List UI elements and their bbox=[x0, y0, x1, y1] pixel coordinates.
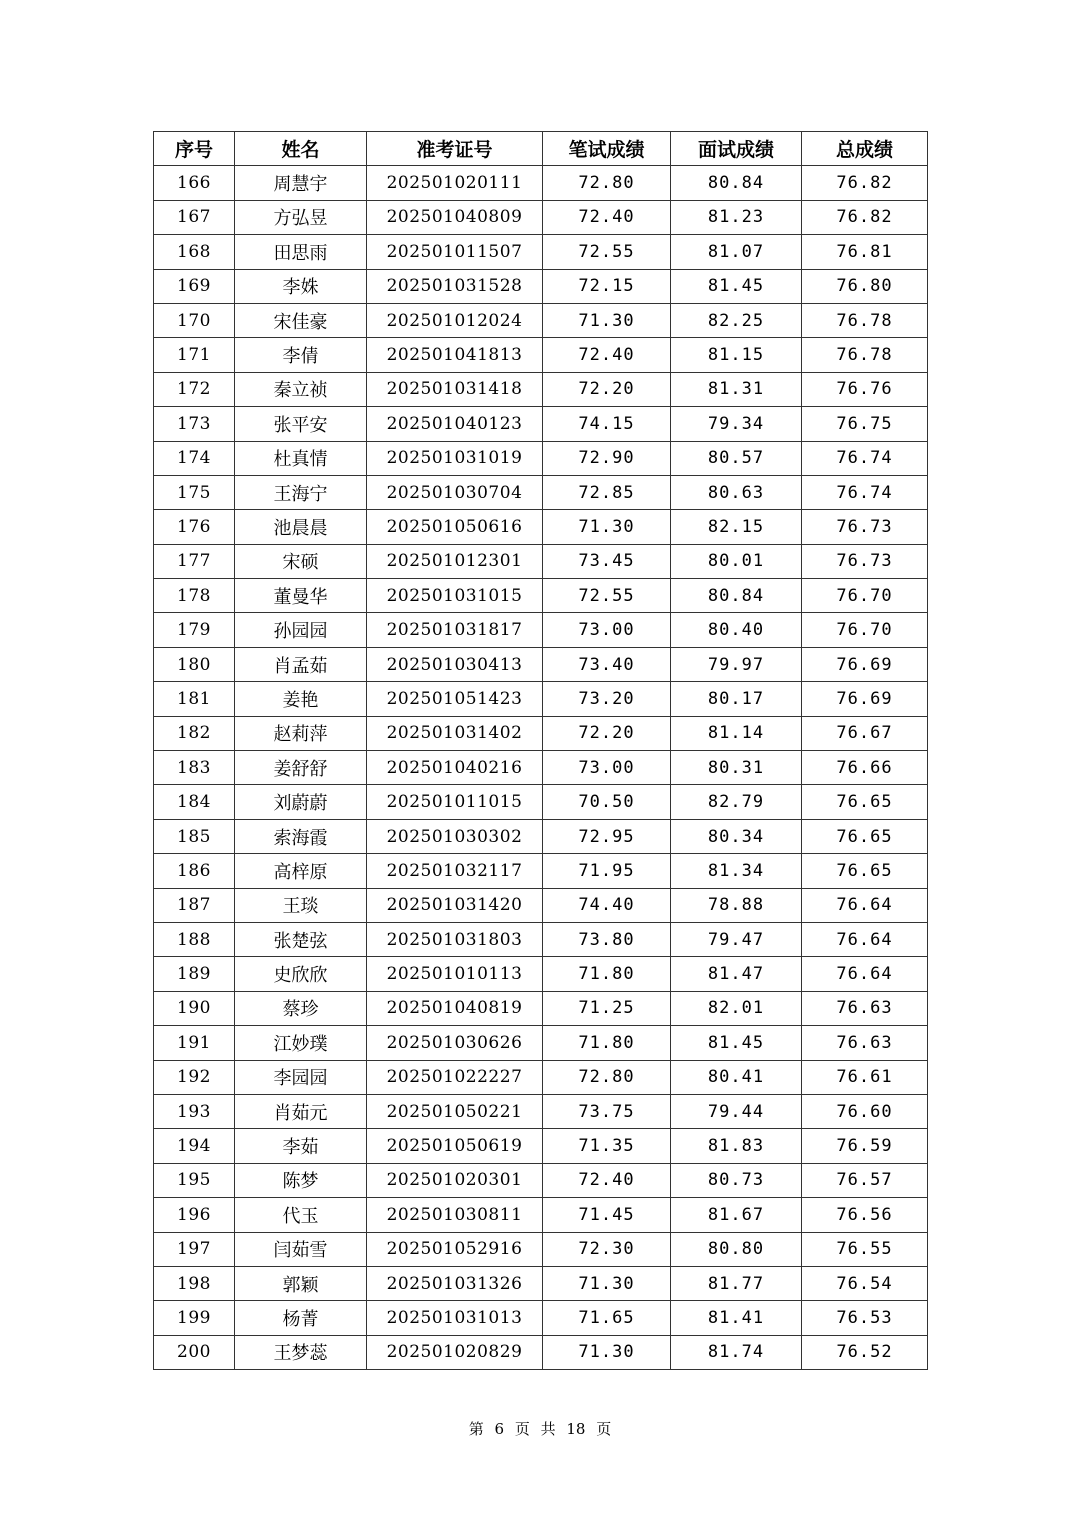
cell-name: 王琰 bbox=[235, 888, 367, 922]
table-row bbox=[154, 922, 928, 956]
cell-name: 方弘昱 bbox=[235, 200, 367, 234]
cell-serial: 185 bbox=[154, 819, 235, 853]
table-row bbox=[154, 1094, 928, 1128]
cell-total-score: 76.69 bbox=[802, 682, 928, 716]
cell-written-score: 72.80 bbox=[543, 166, 671, 200]
cell-serial: 197 bbox=[154, 1232, 235, 1266]
cell-written-score: 71.25 bbox=[543, 991, 671, 1025]
cell-name: 李园园 bbox=[235, 1060, 367, 1094]
cell-total-score: 76.78 bbox=[802, 303, 928, 337]
cell-interview-score: 80.40 bbox=[671, 613, 802, 647]
cell-total-score: 76.70 bbox=[802, 613, 928, 647]
cell-serial: 169 bbox=[154, 269, 235, 303]
cell-total-score: 76.65 bbox=[802, 819, 928, 853]
cell-interview-score: 80.80 bbox=[671, 1232, 802, 1266]
table-body bbox=[154, 166, 928, 1370]
cell-name: 李倩 bbox=[235, 338, 367, 372]
cell-written-score: 72.80 bbox=[543, 1060, 671, 1094]
cell-written-score: 72.85 bbox=[543, 475, 671, 509]
cell-name: 闫茹雪 bbox=[235, 1232, 367, 1266]
cell-written-score: 71.30 bbox=[543, 510, 671, 544]
cell-total-score: 76.69 bbox=[802, 647, 928, 681]
cell-name: 代玉 bbox=[235, 1198, 367, 1232]
cell-ticket-number: 202501041813 bbox=[367, 338, 543, 372]
cell-written-score: 71.65 bbox=[543, 1301, 671, 1335]
cell-name: 王梦蕊 bbox=[235, 1335, 367, 1369]
cell-total-score: 76.63 bbox=[802, 991, 928, 1025]
table-row bbox=[154, 647, 928, 681]
cell-total-score: 76.78 bbox=[802, 338, 928, 372]
cell-serial: 170 bbox=[154, 303, 235, 337]
cell-ticket-number: 202501011015 bbox=[367, 785, 543, 819]
cell-interview-score: 80.34 bbox=[671, 819, 802, 853]
header-total-score: 总成绩 bbox=[802, 132, 928, 166]
cell-serial: 199 bbox=[154, 1301, 235, 1335]
table-row bbox=[154, 1301, 928, 1335]
table-row bbox=[154, 819, 928, 853]
table-row bbox=[154, 475, 928, 509]
cell-total-score: 76.54 bbox=[802, 1266, 928, 1300]
cell-ticket-number: 202501030626 bbox=[367, 1026, 543, 1060]
cell-interview-score: 80.31 bbox=[671, 751, 802, 785]
table-row bbox=[154, 510, 928, 544]
table-row bbox=[154, 751, 928, 785]
table-row bbox=[154, 579, 928, 613]
cell-serial: 179 bbox=[154, 613, 235, 647]
cell-name: 高梓原 bbox=[235, 854, 367, 888]
cell-serial: 193 bbox=[154, 1094, 235, 1128]
cell-name: 杜真情 bbox=[235, 441, 367, 475]
cell-written-score: 72.40 bbox=[543, 1163, 671, 1197]
cell-ticket-number: 202501030704 bbox=[367, 475, 543, 509]
cell-interview-score: 80.73 bbox=[671, 1163, 802, 1197]
cell-ticket-number: 202501020111 bbox=[367, 166, 543, 200]
cell-interview-score: 80.57 bbox=[671, 441, 802, 475]
cell-interview-score: 81.74 bbox=[671, 1335, 802, 1369]
cell-written-score: 73.80 bbox=[543, 922, 671, 956]
cell-total-score: 76.82 bbox=[802, 200, 928, 234]
cell-interview-score: 81.47 bbox=[671, 957, 802, 991]
table-row bbox=[154, 613, 928, 647]
cell-name: 池晨晨 bbox=[235, 510, 367, 544]
cell-serial: 187 bbox=[154, 888, 235, 922]
cell-interview-score: 79.44 bbox=[671, 1094, 802, 1128]
cell-ticket-number: 202501031326 bbox=[367, 1266, 543, 1300]
table-row bbox=[154, 682, 928, 716]
cell-ticket-number: 202501031418 bbox=[367, 372, 543, 406]
table-row bbox=[154, 785, 928, 819]
cell-interview-score: 81.15 bbox=[671, 338, 802, 372]
cell-serial: 196 bbox=[154, 1198, 235, 1232]
cell-total-score: 76.74 bbox=[802, 475, 928, 509]
cell-written-score: 72.55 bbox=[543, 235, 671, 269]
cell-total-score: 76.56 bbox=[802, 1198, 928, 1232]
table-row bbox=[154, 1163, 928, 1197]
cell-total-score: 76.63 bbox=[802, 1026, 928, 1060]
header-name: 姓名 bbox=[235, 132, 367, 166]
cell-interview-score: 81.45 bbox=[671, 269, 802, 303]
table-row bbox=[154, 957, 928, 991]
cell-total-score: 76.57 bbox=[802, 1163, 928, 1197]
cell-serial: 183 bbox=[154, 751, 235, 785]
cell-written-score: 71.30 bbox=[543, 1335, 671, 1369]
cell-written-score: 71.80 bbox=[543, 957, 671, 991]
table-row bbox=[154, 200, 928, 234]
cell-ticket-number: 202501031420 bbox=[367, 888, 543, 922]
table-row bbox=[154, 441, 928, 475]
table-row bbox=[154, 1232, 928, 1266]
cell-interview-score: 80.17 bbox=[671, 682, 802, 716]
header-interview-score: 面试成绩 bbox=[671, 132, 802, 166]
cell-name: 张平安 bbox=[235, 407, 367, 441]
cell-total-score: 76.66 bbox=[802, 751, 928, 785]
cell-name: 秦立祯 bbox=[235, 372, 367, 406]
cell-written-score: 73.40 bbox=[543, 647, 671, 681]
cell-name: 李姝 bbox=[235, 269, 367, 303]
cell-ticket-number: 202501031013 bbox=[367, 1301, 543, 1335]
cell-ticket-number: 202501031402 bbox=[367, 716, 543, 750]
cell-ticket-number: 202501052916 bbox=[367, 1232, 543, 1266]
cell-interview-score: 80.01 bbox=[671, 544, 802, 578]
cell-written-score: 72.90 bbox=[543, 441, 671, 475]
cell-serial: 181 bbox=[154, 682, 235, 716]
cell-total-score: 76.73 bbox=[802, 544, 928, 578]
cell-ticket-number: 202501031817 bbox=[367, 613, 543, 647]
cell-name: 姜舒舒 bbox=[235, 751, 367, 785]
cell-ticket-number: 202501011507 bbox=[367, 235, 543, 269]
cell-name: 张楚弦 bbox=[235, 922, 367, 956]
header-row bbox=[154, 132, 928, 166]
table-row bbox=[154, 854, 928, 888]
cell-ticket-number: 202501040216 bbox=[367, 751, 543, 785]
cell-serial: 171 bbox=[154, 338, 235, 372]
cell-serial: 195 bbox=[154, 1163, 235, 1197]
cell-name: 董曼华 bbox=[235, 579, 367, 613]
cell-ticket-number: 202501040809 bbox=[367, 200, 543, 234]
cell-interview-score: 82.25 bbox=[671, 303, 802, 337]
cell-written-score: 71.80 bbox=[543, 1026, 671, 1060]
cell-interview-score: 81.45 bbox=[671, 1026, 802, 1060]
table-row bbox=[154, 1198, 928, 1232]
cell-serial: 192 bbox=[154, 1060, 235, 1094]
table-row bbox=[154, 338, 928, 372]
table-row bbox=[154, 1335, 928, 1369]
table-row bbox=[154, 888, 928, 922]
cell-interview-score: 81.41 bbox=[671, 1301, 802, 1335]
cell-total-score: 76.76 bbox=[802, 372, 928, 406]
page-footer: 第 6 页 共 18 页 bbox=[468, 1420, 612, 1438]
cell-name: 周慧宇 bbox=[235, 166, 367, 200]
cell-total-score: 76.61 bbox=[802, 1060, 928, 1094]
cell-written-score: 72.20 bbox=[543, 372, 671, 406]
cell-serial: 194 bbox=[154, 1129, 235, 1163]
cell-written-score: 72.55 bbox=[543, 579, 671, 613]
cell-name: 田思雨 bbox=[235, 235, 367, 269]
cell-total-score: 76.67 bbox=[802, 716, 928, 750]
cell-total-score: 76.74 bbox=[802, 441, 928, 475]
cell-written-score: 73.20 bbox=[543, 682, 671, 716]
cell-ticket-number: 202501012301 bbox=[367, 544, 543, 578]
cell-serial: 184 bbox=[154, 785, 235, 819]
cell-ticket-number: 202501030302 bbox=[367, 819, 543, 853]
cell-serial: 200 bbox=[154, 1335, 235, 1369]
table-row bbox=[154, 303, 928, 337]
cell-interview-score: 79.34 bbox=[671, 407, 802, 441]
cell-name: 赵莉萍 bbox=[235, 716, 367, 750]
cell-ticket-number: 202501050616 bbox=[367, 510, 543, 544]
cell-written-score: 73.75 bbox=[543, 1094, 671, 1128]
cell-name: 史欣欣 bbox=[235, 957, 367, 991]
cell-total-score: 76.64 bbox=[802, 888, 928, 922]
cell-ticket-number: 202501031015 bbox=[367, 579, 543, 613]
cell-written-score: 74.15 bbox=[543, 407, 671, 441]
cell-interview-score: 80.63 bbox=[671, 475, 802, 509]
cell-ticket-number: 202501040123 bbox=[367, 407, 543, 441]
cell-name: 杨菁 bbox=[235, 1301, 367, 1335]
cell-serial: 190 bbox=[154, 991, 235, 1025]
cell-serial: 189 bbox=[154, 957, 235, 991]
header-written-score: 笔试成绩 bbox=[543, 132, 671, 166]
cell-total-score: 76.59 bbox=[802, 1129, 928, 1163]
cell-ticket-number: 202501031528 bbox=[367, 269, 543, 303]
cell-total-score: 76.53 bbox=[802, 1301, 928, 1335]
cell-serial: 175 bbox=[154, 475, 235, 509]
cell-name: 宋硕 bbox=[235, 544, 367, 578]
cell-written-score: 73.00 bbox=[543, 613, 671, 647]
cell-name: 索海霞 bbox=[235, 819, 367, 853]
cell-written-score: 72.40 bbox=[543, 338, 671, 372]
cell-name: 宋佳豪 bbox=[235, 303, 367, 337]
cell-serial: 176 bbox=[154, 510, 235, 544]
cell-interview-score: 81.67 bbox=[671, 1198, 802, 1232]
cell-total-score: 76.64 bbox=[802, 922, 928, 956]
header-ticket-number: 准考证号 bbox=[367, 132, 543, 166]
cell-interview-score: 82.79 bbox=[671, 785, 802, 819]
cell-written-score: 71.45 bbox=[543, 1198, 671, 1232]
table-row bbox=[154, 1060, 928, 1094]
cell-name: 肖茹元 bbox=[235, 1094, 367, 1128]
table-row bbox=[154, 1026, 928, 1060]
cell-serial: 198 bbox=[154, 1266, 235, 1300]
cell-total-score: 76.73 bbox=[802, 510, 928, 544]
cell-interview-score: 81.07 bbox=[671, 235, 802, 269]
cell-written-score: 71.30 bbox=[543, 303, 671, 337]
cell-ticket-number: 202501032117 bbox=[367, 854, 543, 888]
cell-serial: 177 bbox=[154, 544, 235, 578]
cell-ticket-number: 202501010113 bbox=[367, 957, 543, 991]
cell-total-score: 76.75 bbox=[802, 407, 928, 441]
cell-ticket-number: 202501020829 bbox=[367, 1335, 543, 1369]
cell-ticket-number: 202501031803 bbox=[367, 922, 543, 956]
cell-ticket-number: 202501031019 bbox=[367, 441, 543, 475]
cell-name: 江妙璞 bbox=[235, 1026, 367, 1060]
cell-interview-score: 80.84 bbox=[671, 579, 802, 613]
cell-name: 刘蔚蔚 bbox=[235, 785, 367, 819]
cell-written-score: 70.50 bbox=[543, 785, 671, 819]
cell-total-score: 76.65 bbox=[802, 854, 928, 888]
cell-serial: 191 bbox=[154, 1026, 235, 1060]
cell-name: 孙园园 bbox=[235, 613, 367, 647]
cell-serial: 173 bbox=[154, 407, 235, 441]
cell-interview-score: 82.15 bbox=[671, 510, 802, 544]
cell-interview-score: 80.41 bbox=[671, 1060, 802, 1094]
cell-total-score: 76.65 bbox=[802, 785, 928, 819]
cell-ticket-number: 202501050221 bbox=[367, 1094, 543, 1128]
cell-interview-score: 82.01 bbox=[671, 991, 802, 1025]
cell-interview-score: 81.34 bbox=[671, 854, 802, 888]
cell-written-score: 74.40 bbox=[543, 888, 671, 922]
table-row bbox=[154, 372, 928, 406]
cell-serial: 166 bbox=[154, 166, 235, 200]
table-row bbox=[154, 1266, 928, 1300]
cell-written-score: 71.30 bbox=[543, 1266, 671, 1300]
cell-serial: 174 bbox=[154, 441, 235, 475]
cell-ticket-number: 202501030811 bbox=[367, 1198, 543, 1232]
table-row bbox=[154, 991, 928, 1025]
cell-written-score: 72.95 bbox=[543, 819, 671, 853]
cell-written-score: 72.40 bbox=[543, 200, 671, 234]
cell-interview-score: 79.47 bbox=[671, 922, 802, 956]
cell-written-score: 72.15 bbox=[543, 269, 671, 303]
cell-total-score: 76.64 bbox=[802, 957, 928, 991]
cell-serial: 168 bbox=[154, 235, 235, 269]
cell-serial: 172 bbox=[154, 372, 235, 406]
table-row bbox=[154, 235, 928, 269]
cell-interview-score: 81.23 bbox=[671, 200, 802, 234]
cell-serial: 167 bbox=[154, 200, 235, 234]
cell-total-score: 76.55 bbox=[802, 1232, 928, 1266]
cell-ticket-number: 202501040819 bbox=[367, 991, 543, 1025]
cell-total-score: 76.60 bbox=[802, 1094, 928, 1128]
cell-ticket-number: 202501030413 bbox=[367, 647, 543, 681]
table-row bbox=[154, 544, 928, 578]
cell-interview-score: 79.97 bbox=[671, 647, 802, 681]
table-row bbox=[154, 407, 928, 441]
cell-interview-score: 78.88 bbox=[671, 888, 802, 922]
cell-name: 王海宁 bbox=[235, 475, 367, 509]
header-serial: 序号 bbox=[154, 132, 235, 166]
cell-name: 蔡珍 bbox=[235, 991, 367, 1025]
cell-written-score: 71.35 bbox=[543, 1129, 671, 1163]
cell-name: 李茹 bbox=[235, 1129, 367, 1163]
cell-total-score: 76.70 bbox=[802, 579, 928, 613]
cell-ticket-number: 202501051423 bbox=[367, 682, 543, 716]
cell-written-score: 72.30 bbox=[543, 1232, 671, 1266]
cell-total-score: 76.81 bbox=[802, 235, 928, 269]
cell-interview-score: 81.31 bbox=[671, 372, 802, 406]
table-row bbox=[154, 716, 928, 750]
table-row bbox=[154, 166, 928, 200]
table-row bbox=[154, 269, 928, 303]
cell-interview-score: 81.83 bbox=[671, 1129, 802, 1163]
cell-ticket-number: 202501050619 bbox=[367, 1129, 543, 1163]
cell-name: 郭颖 bbox=[235, 1266, 367, 1300]
cell-interview-score: 80.84 bbox=[671, 166, 802, 200]
cell-serial: 182 bbox=[154, 716, 235, 750]
cell-interview-score: 81.77 bbox=[671, 1266, 802, 1300]
cell-written-score: 72.20 bbox=[543, 716, 671, 750]
cell-name: 姜艳 bbox=[235, 682, 367, 716]
cell-written-score: 71.95 bbox=[543, 854, 671, 888]
cell-name: 肖孟茹 bbox=[235, 647, 367, 681]
cell-ticket-number: 202501012024 bbox=[367, 303, 543, 337]
cell-name: 陈梦 bbox=[235, 1163, 367, 1197]
cell-serial: 178 bbox=[154, 579, 235, 613]
cell-total-score: 76.82 bbox=[802, 166, 928, 200]
cell-ticket-number: 202501020301 bbox=[367, 1163, 543, 1197]
cell-written-score: 73.45 bbox=[543, 544, 671, 578]
cell-ticket-number: 202501022227 bbox=[367, 1060, 543, 1094]
table-header bbox=[154, 132, 928, 166]
cell-written-score: 73.00 bbox=[543, 751, 671, 785]
scores-table bbox=[153, 131, 928, 1370]
table-row bbox=[154, 1129, 928, 1163]
cell-serial: 188 bbox=[154, 922, 235, 956]
cell-serial: 180 bbox=[154, 647, 235, 681]
cell-total-score: 76.52 bbox=[802, 1335, 928, 1369]
cell-interview-score: 81.14 bbox=[671, 716, 802, 750]
cell-serial: 186 bbox=[154, 854, 235, 888]
cell-total-score: 76.80 bbox=[802, 269, 928, 303]
